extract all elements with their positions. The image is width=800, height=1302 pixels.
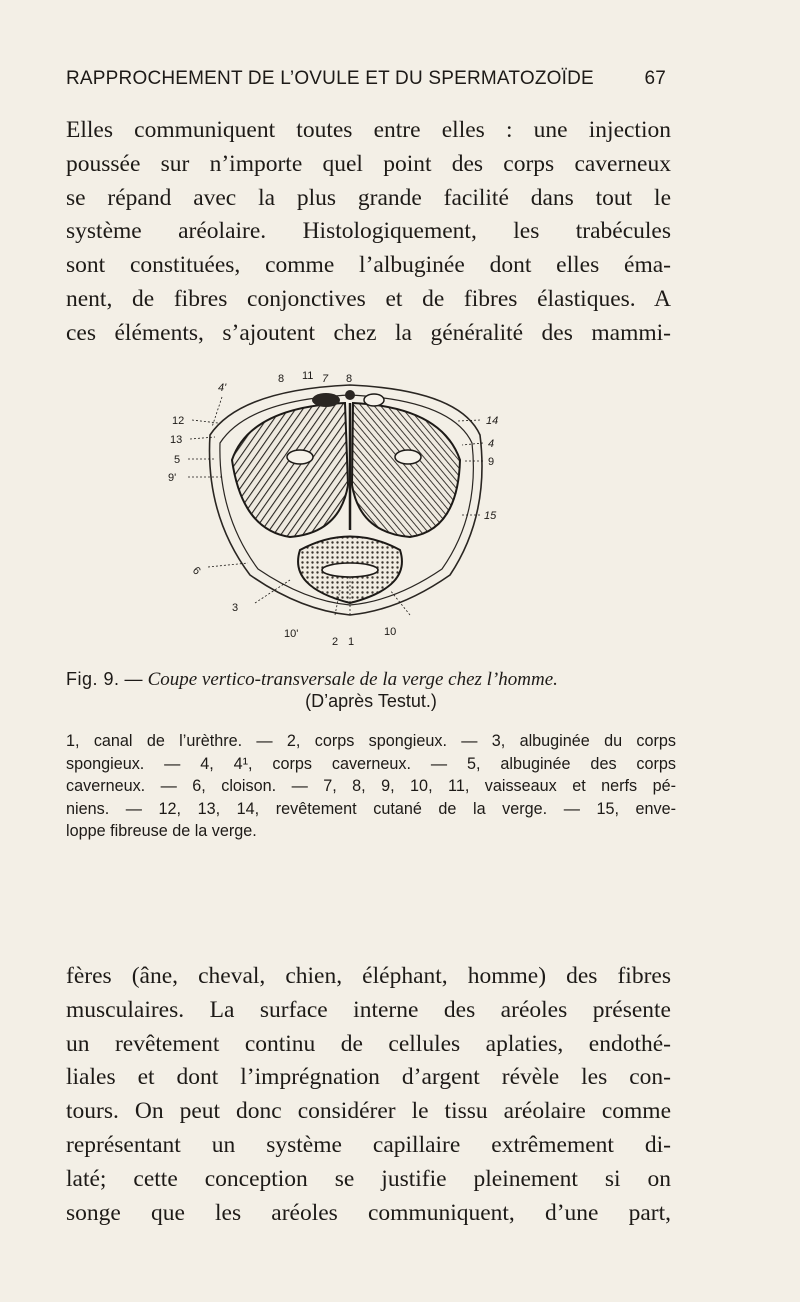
legend-line: spongieux. — 4, 4¹, corps caverneux. — 5, albuginée des corps bbox=[66, 754, 676, 773]
urethra bbox=[322, 563, 378, 577]
label-9prime: 9' bbox=[168, 472, 177, 484]
dorsal-vessel bbox=[364, 394, 384, 406]
text-line: nent, de fibres conjonctives et de fibres élastiques. A bbox=[66, 285, 671, 312]
caption-dash: — bbox=[124, 669, 143, 689]
label-11: 11 bbox=[302, 370, 314, 382]
dorsal-vessel bbox=[312, 393, 340, 407]
figure-title: Coupe vertico-transversale de la verge chez l’homme. bbox=[147, 669, 558, 690]
label-8: 8 bbox=[278, 373, 285, 385]
text-line: ces éléments, s’ajoutent chez la généralité des mammi- bbox=[66, 319, 671, 346]
running-title: RAPPROCHEMENT DE L’OVULE ET DU SPERMATOZOÏDE bbox=[66, 68, 594, 89]
text-line: poussée sur n’importe quel point des corps caverneux bbox=[66, 150, 671, 177]
figure-caption bbox=[66, 668, 686, 691]
text-line: liales et dont l’imprégnation d’argent révèle les con- bbox=[66, 1064, 671, 1091]
corpus-cavernosum-left bbox=[232, 403, 348, 537]
figure-source: (D’après Testut.) bbox=[305, 691, 437, 711]
vessel bbox=[287, 450, 313, 464]
text-line: représentant un système capillaire extrêmement di- bbox=[66, 1131, 671, 1158]
label-1: 1 bbox=[348, 636, 355, 648]
text-line: tours. On peut donc considérer le tissu aréolaire comme bbox=[66, 1098, 671, 1125]
label-14: 14 bbox=[486, 415, 499, 427]
dorsal-vessel bbox=[345, 390, 355, 400]
text-line: laté; cette conception se justifie pleinement si on bbox=[66, 1165, 671, 1192]
label-10prime: 10' bbox=[284, 628, 299, 640]
figure-9-cross-section bbox=[150, 365, 550, 655]
label-8b: 8 bbox=[346, 373, 353, 385]
label-13: 13 bbox=[170, 434, 183, 446]
paragraph-2 bbox=[66, 960, 671, 1230]
text-line: système aréolaire. Histologiquement, les trabécules bbox=[66, 218, 671, 245]
label-3: 3 bbox=[232, 602, 239, 614]
text-line: se répand avec la plus grande facilité dans tout le bbox=[66, 184, 671, 211]
legend-line: loppe fibreuse de la verge. bbox=[66, 822, 257, 840]
figure-legend bbox=[66, 730, 676, 843]
legend-line: niens. — 12, 13, 14, revêtement cutané de la verge. — 15, enve- bbox=[66, 799, 676, 818]
figure-number: Fig. 9. bbox=[66, 669, 120, 689]
text-line: songe que les aréoles communiquent, d’une part, bbox=[66, 1199, 671, 1226]
label-5: 5 bbox=[174, 454, 181, 466]
paragraph-1 bbox=[66, 114, 671, 351]
text-line: fères (âne, cheval, chien, éléphant, homme) des fibres bbox=[66, 963, 671, 989]
label-2: 2 bbox=[332, 636, 339, 648]
label-10: 10 bbox=[384, 626, 397, 638]
vessel bbox=[395, 450, 421, 464]
legend-line: caverneux. — 6, cloison. — 7, 8, 9, 10, 11, vaisseaux et nerfs pé- bbox=[66, 777, 676, 795]
text-line: musculaires. La surface interne des aréoles présente bbox=[66, 996, 671, 1023]
page-number: 67 bbox=[644, 68, 666, 89]
running-header bbox=[66, 68, 666, 90]
corpus-cavernosum-right bbox=[352, 403, 460, 537]
label-12: 12 bbox=[172, 415, 185, 427]
text-line: sont constituées, comme l’albuginée dont elles éma- bbox=[66, 252, 671, 279]
label-15: 15 bbox=[484, 510, 497, 522]
label-6: 6 bbox=[189, 564, 203, 578]
text-line: Elles communiquent toutes entre elles : une injection bbox=[66, 117, 671, 143]
label-4prime: 4' bbox=[218, 382, 227, 394]
label-4: 4 bbox=[488, 438, 495, 450]
legend-line: 1, canal de l’urèthre. — 2, corps spongieux. — 3, albuginée du corps bbox=[66, 732, 676, 750]
text-line: un revêtement continu de cellules aplaties, endothé- bbox=[66, 1030, 671, 1057]
label-9: 9 bbox=[488, 456, 495, 468]
label-7: 7 bbox=[322, 373, 329, 385]
